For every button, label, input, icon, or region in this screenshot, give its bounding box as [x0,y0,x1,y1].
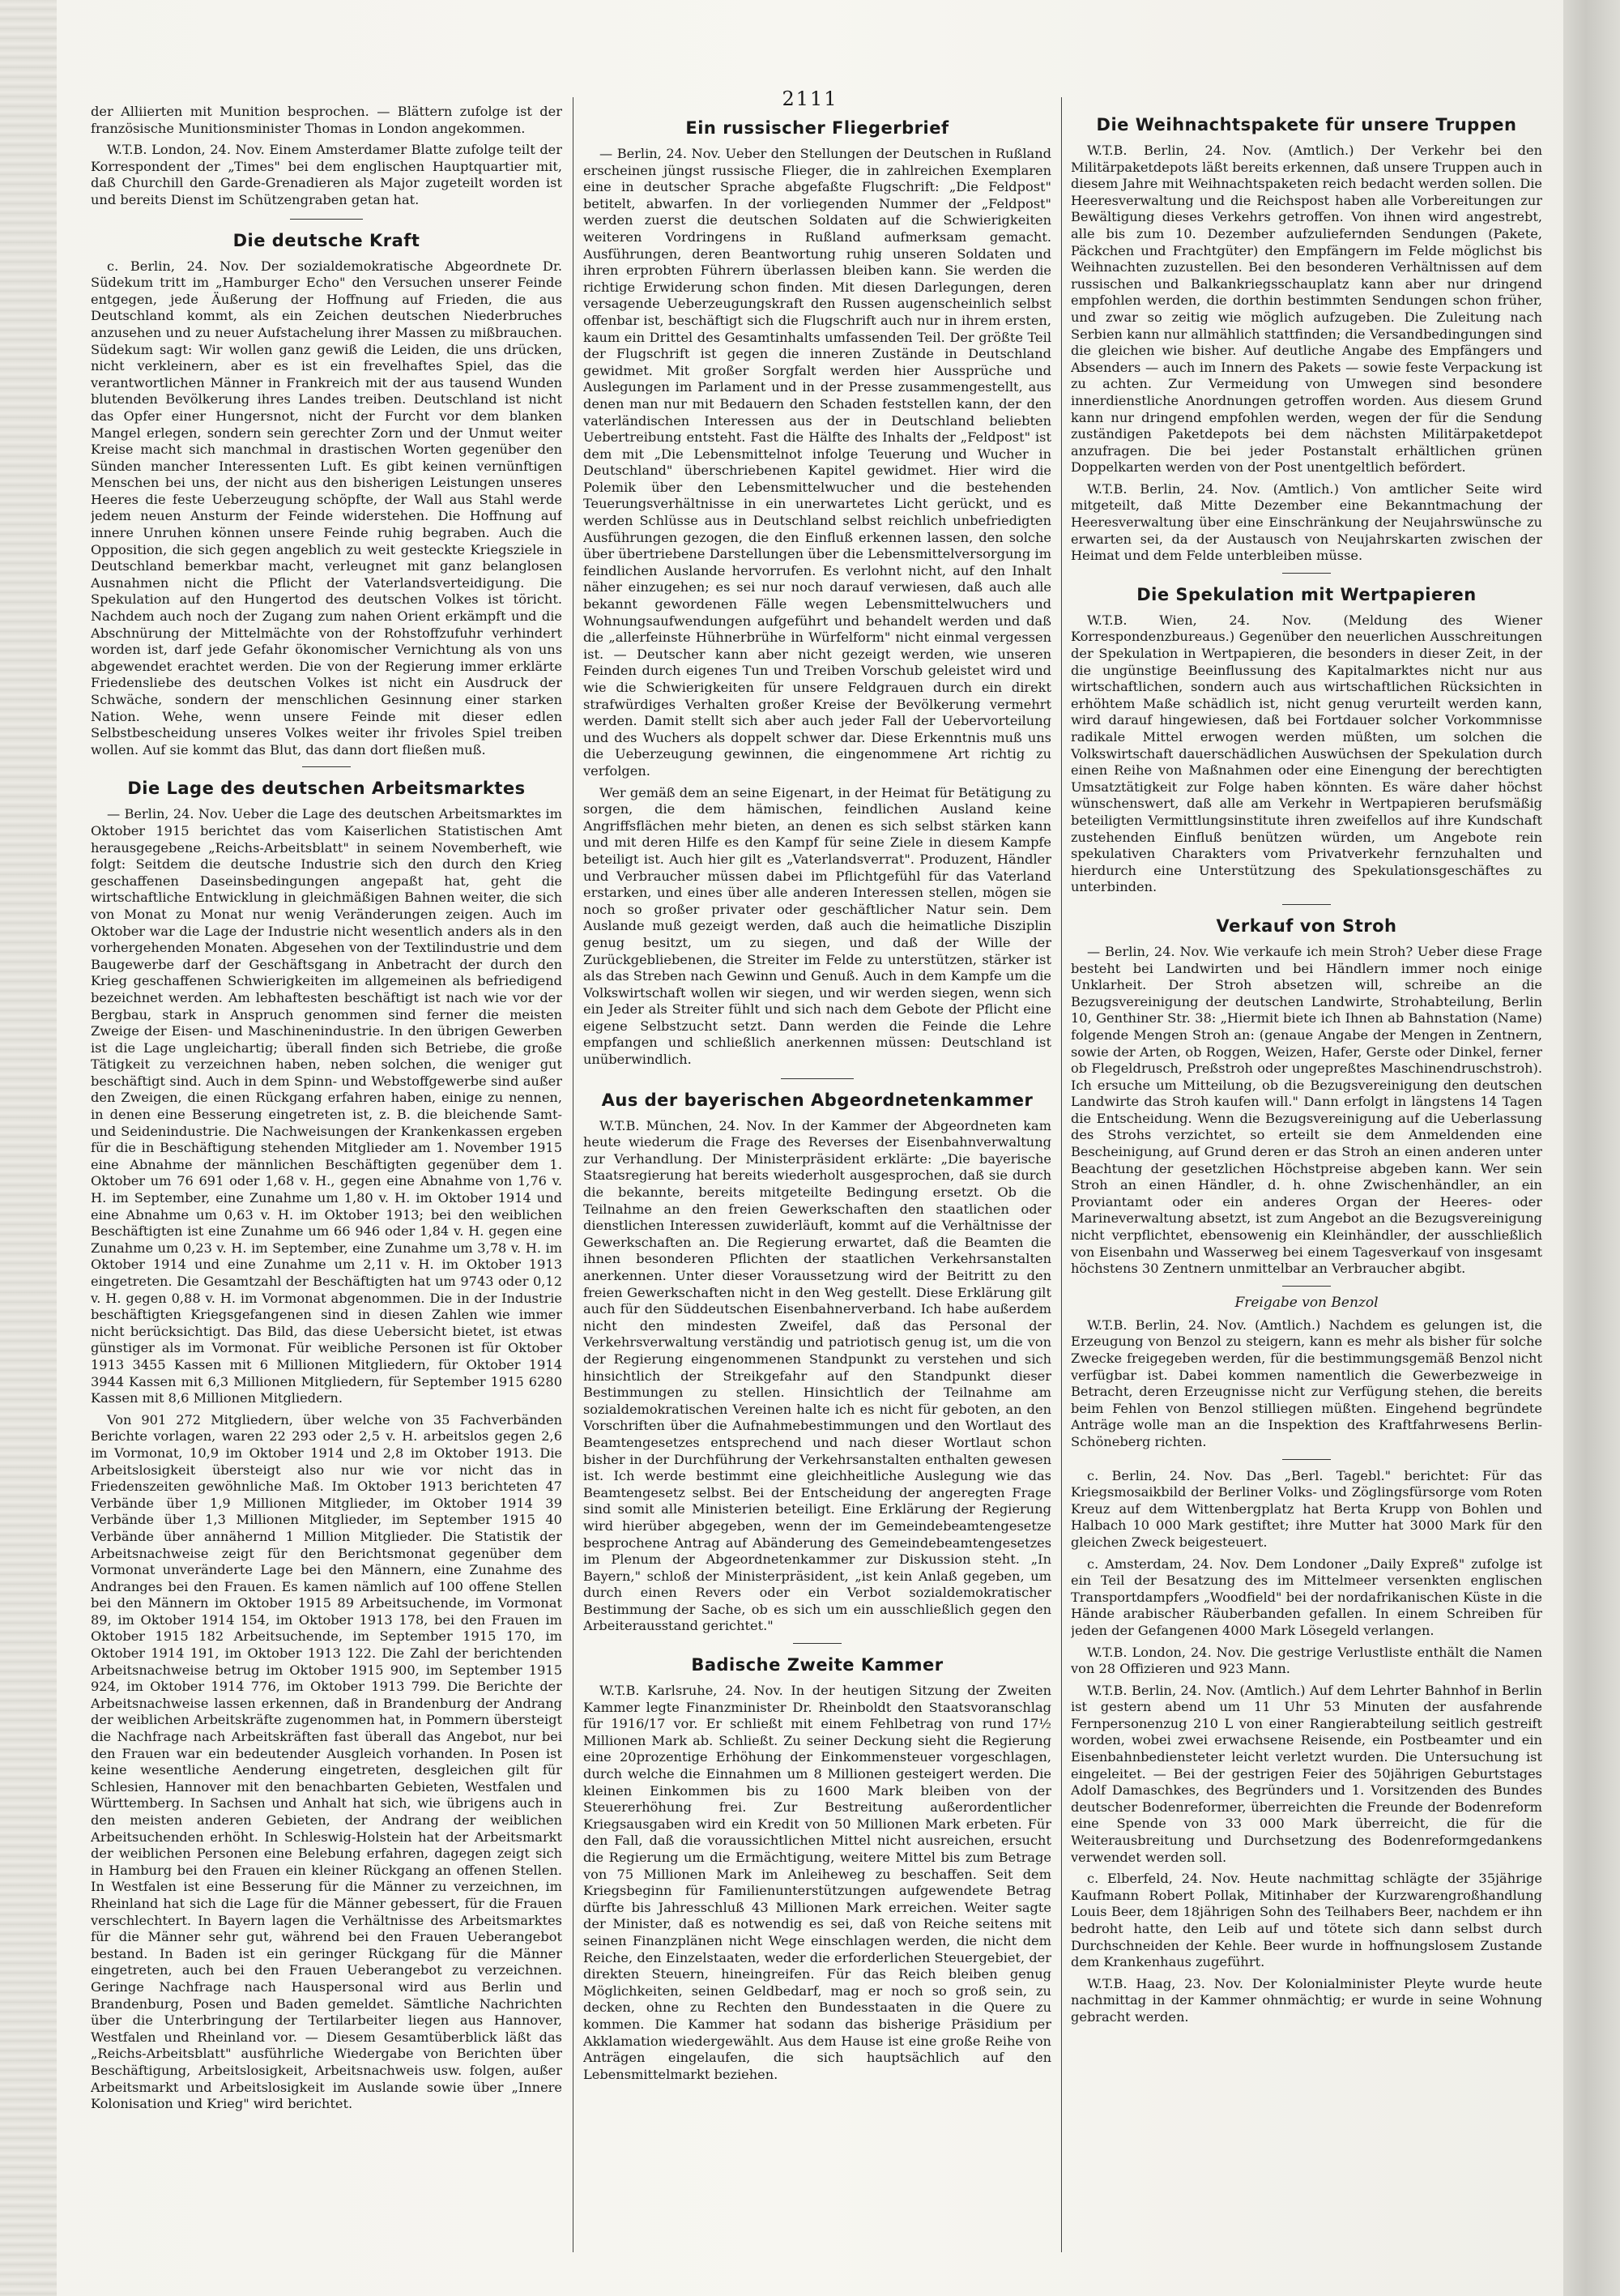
separator [290,219,363,220]
page-number: 2111 [782,87,838,110]
article-text: Von 901 272 Mitgliedern, über welche von 35 Fachverbänden Berichte vorlagen, waren 22 293 oder 2,5 v. H. arbeitslos gegen 2,6 im Vormonat, 10,9 im Oktober 1914 und 2,8 im Oktober 1913. Die Arbeitslosigkeit übersteigt also nur wie vor nicht das in Friedenszeiten gewöhnliche Maß. Im Oktober 1913 berichteten 47 Verbände über 1,9 Millionen Mitglieder, im Oktober 1914 39 Verbände über 1,3 Millionen Mitglieder, im September 1915 40 Verbände über annähernd 1 Million Mitglieder. Die Statistik der Arbeitsnachweise zeigt für den Berichtsmonat gegenüber dem Vormonat unveränderte Lage bei den Männern, eine Zunahme des Andranges bei den Frauen. Es kamen nämlich auf 100 offene Stellen bei den Männern im Oktober 1915 89 Arbeitsuchende, im Vormonat 89, im Oktober 1914 154, im Oktober 1913 178, bei den Frauen im Oktober 1915 182 Arbeitsuchende, im September 1915 170, im Oktober 1914 191, im Oktober 1913 122. Die Zahl der berichtenden Arbeitsnachweise betrug im Oktober 1915 900, im September 1915 924, im Oktober 1914 776, im Oktober 1913 799. Die Berichte der Arbeitsnachweise lassen erkennen, daß in Brandenburg der Andrang der weiblichen Arbeitskräfte zugenommen hat, in Pommern übersteigt die Nachfrage nach Arbeitskräften fast überall das Angebot, nur bei den Frauen war ein bedeutender Ausgleich vorhanden. In Posen ist keine wesentliche Aenderung eingetreten, desgleichen gilt für Schlesien, Hannover mit den benachbarten Gebieten, Westfalen und Württemberg. In Sachsen und Anhalt hat sich, wie übrigens auch in den meisten anderen Gebieten, der Andrang der weiblichen Arbeitsuchenden erhöht. In Schleswig-Holstein hat der Arbeitsmarkt der weiblichen Personen eine Belebung erfahren, dagegen zeigt sich in Hamburg bei den Frauen ein kleiner Rückgang an offenen Stellen. In Westfalen ist eine Besserung für die Männer zu verzeichnen, im Rheinland hat sich die Lage für die Männer gebessert, für die Frauen verschlechtert. In Bayern lagen die Verhältnisse des Arbeitsmarktes für die Männer sehr gut, während bei den Frauen Ueberangebot bestand. In Baden ist ein geringer Rückgang für die Männer eingetreten, auch bei den Frauen Ueberangebot zu verzeichnen. Geringe Nachfrage nach Hauspersonal wird aus Berlin und Brandenburg, Posen und Baden gemeldet. Sämtliche Nachrichten über die Unterbringung der Tertilarbeiter liegen aus Hannover, Westfalen und Rheinland vor. — Diesem Gesamtüberblick läßt das „Reichs-Arbeitsblatt" ausführliche Wiedergabe von Berichten über Beschäftigung, Arbeitslosigkeit, Arbeitsnachweis usw. folgen, außer Arbeitsmarkt und Arbeitslosigkeit im Auslande sowie über „Innere Kolonisation und Krieg" wird berichtet. [91,1411,562,2112]
headline-spekulation: Die Spekulation mit Wertpapieren [1136,584,1477,604]
separator [1282,1459,1331,1460]
separator [781,1078,854,1079]
scan-left-edge [0,0,57,2296]
column-2 [583,104,1051,2283]
article-text: — Berlin, 24. Nov. Ueber die Lage des deutschen Arbeitsmarktes im Oktober 1915 berichtet das vom Kaiserlichen Statistischen Amt herausgegebene „Reichs-Arbeitsblatt" in seinem Novemberheft, wie folgt: Seitdem die deutsche Industrie sich den durch den Krieg geschaffenen Daseinsbedingungen angepaßt hat, geht die wirtschaftliche Entwicklung in gleichmäßigen Bahnen weiter, die sich von Monat zu Monat nur wenig Veränderungen zeigen. Auch im Oktober war die Lage der Industrie nicht wesentlich anders als in den vorhergehenden Monaten. Abgesehen von der Textilindustrie und dem Baugewerbe darf der Geschäftsgang in Anbetracht der durch den Krieg geschaffenen Schwierigkeiten im allgemeinen als befriedigend bezeichnet werden. Am lebhaftesten beschäftigt ist nach wie vor der Bergbau, stark in Anspruch genommen sind ferner die meisten Zweige der Eisen- und Maschinenindustrie. In den übrigen Gewerben ist die Lage ungleichartig; überall finden sich Betriebe, die große Tätigkeit zu verzeichnen haben, neben solchen, die weniger gut beschäftigt sind. Auch in dem Spinn- und Webstoffgewerbe sind außer den Zweigen, die einen Rückgang erfahren haben, einige zu nennen, in denen eine Besserung eingetreten ist, z. B. die bleichende Samt- und Seidenindustrie. Die Nachweisungen der Krankenkassen ergeben für die in Beschäftigung stehenden Mitglieder am 1. November 1915 eine Abnahme der männlichen Beschäftigten gegenüber dem 1. Oktober um 76 691 oder 1,68 v. H., gegen eine Abnahme von 1,76 v. H. im September, eine Zunahme um 1,80 v. H. im Oktober 1914 und eine Abnahme um 0,63 v. H. im Oktober 1913; bei den weiblichen Beschäftigten ist eine Zunahme um 66 946 oder 1,84 v. H. gegen eine Zunahme um 0,23 v. H. im September, eine Zunahme um 3,78 v. H. im Oktober 1914 und eine Zunahme um 2,11 v. H. im Oktober 1913 eingetreten. Die Gesamtzahl der Beschäftigten hat um 9743 oder 0,12 v. H. gegen 0,88 v. H. im Vormonat abgenommen. Die in der Industrie beschäftigten Kriegsgefangenen sind in diesen Zahlen wie immer nicht berücksichtigt. Das Bild, das diese Uebersicht bietet, ist etwas günstiger als im Vormonat. Für weibliche Personen ist für Oktober 1913 3455 Kassen mit 6 Millionen Mitgliedern, für Oktober 1914 3944 Kassen mit 6,3 Millionen Mitgliedern, für September 1915 6280 Kassen mit 8,6 Millionen Mitgliedern. [91,806,562,1406]
article-text: W.T.B. Berlin, 24. Nov. (Amtlich.) Nachdem es gelungen ist, die Erzeugung von Benzol zu steigern, kann es mehr als bisher für solche Zwecke freigegeben werden, für die bestimmungsgemäß Benzol nicht verfügbar ist. Dabei kommen namentlich die Gewerbezweige in Betracht, deren Erzeugnisse nicht zur Verfügung stehen, die bereits beim Fehlen von Benzol stilliegen müßten. Eingehend begründete Anträge wolle man an die Inspektion des Kraftfahrwesens Berlin-Schöneberg richten. [1071,1317,1542,1449]
headline-arbeitsmarkt: Die Lage des deutschen Arbeitsmarktes [127,779,526,799]
article-text: W.T.B. London, 24. Nov. Die gestrige Verlustliste enthält die Namen von 28 Offizieren und 923 Mann. [1071,1644,1542,1677]
column-3 [1071,104,1542,2283]
headline-stroh: Verkauf von Stroh [1216,915,1397,936]
article-text: W.T.B. Wien, 24. Nov. (Meldung des Wiener Korrespondenzbureaus.) Gegenüber den neuerlichen Ausschreitungen der Spekulation in Wertpapieren, die besonders in dieser Zeit, in der die ungünstige Beeinflussung des Kapitalmarktes nicht nur aus wirtschaftlichen, sondern auch aus wirtschaftlichen Rücksichten in erhöhtem Maße schädlich ist, nicht genug verurteilt werden kann, wird darauf hingewiesen, daß bei Fortdauer solcher Vorkommnisse radikale Mittel erwogen werden müßten, um solchen die Volkswirtschaft dauerschädlichen Auswüchsen der Spekulation durch einen Reihe von Maßnahmen oder eine Einengung der berechtigten Umsatztätigkeit zur Folge haben könnten. Es wäre daher höchst wünschenswert, daß alle am Verkehr in Wertpapieren berufsmäßig beteiligten Vermittlungsinstitute ihren zweifellos auf ihre Kundschaft zustehenden Einfluß benützen würden, um Angebote rein spekulativen Charakters vom Privatverkehr fernzuhalten und hierdurch eine Unterstützung des Spekulationsgeschäftes zu unterbinden. [1071,612,1542,895]
article-text: — Berlin, 24. Nov. Ueber den Stellungen der Deutschen in Rußland erscheinen jüngst russische Flieger, die in zahlreichen Exemplaren eine in deutscher Sprache abgefaßte Flugschrift: „Die Feldpost" betitelt, abwarfen. In der vorliegenden Nummer der „Feldpost" werden zuerst die deutschen Soldaten auf die Schwierigkeiten weiteren Vordringens in Rußland aufmerksam gemacht. Ausführungen, deren Beantwortung ruhig unseren Soldaten und ihren erprobten Führern überlassen bleiben kann. Sie werden die richtige Erwiderung schon finden. Mit diesen Darlegungen, deren versagende Ueberzeugungskraft den Russen augenscheinlich selbst offenbar ist, beschäftigt sich die Flugschrift auch nur in ihrem ersten, kaum ein Drittel des Gesamtinhalts umfassenden Teil. Der größte Teil der Flugschrift ist gegen die inneren Zustände in Deutschland gewidmet. Mit großer Sorgfalt werden hier Aussprüche und Auslegungen im Parlament und in der Presse zusammengestellt, aus denen man nur mit Bedauern den Schaden feststellen kann, der den vaterländischen Interessen aus der in Deutschland beliebten Uebertreibung entsteht. Fast die Hälfte des Inhalts der „Feldpost" ist dem mit „Die Lebensmittelnot infolge Teuerung und Wucher in Deutschland" überschriebenen Kapitel gewidmet. Hier wird die Polemik über den Lebensmittelwucher und die bestehenden Teuerungsverhältnisse in ein unerwartetes Licht gerückt, und es werden Schlüsse aus in Deutschland selbst reichlich unbefriedigten Ausführungen gezogen, die den Einfluß erkennen lassen, den solche über übertriebene Darstellungen über die Lebensmittelversorgung im feindlichen Auslande hervorrufen. Es verlohnt nicht, auf den Inhalt näher einzugehen; es sei nur noch darauf verwiesen, daß auch alle bekannt gewordenen Fälle wegen Lebensmittelwuchers und Wohnungsaufwendungen aufgeführt und behandelt werden und daß die „allerfeinste Hühnerbrühe in Würfelform" nicht einmal vergessen ist. — Deutscher kann aber nicht gezeigt werden, wie unseren Feinden durch eigenes Tun und Treiben Vorschub geleistet wird und wie die Schwierigkeiten für unsere Feldgrauen durch ein direkt strafwürdiges Verhalten großer Kreise der Bevölkerung vermehrt werden. Damit stellt sich aber auch jeder Fall der Uebervorteilung und des Wuchers als doppelt schwer dar. Diese Erkenntnis muß uns die Ueberzeugung gewinnen, die eingenommene Art richtig zu verfolgen. [583,146,1051,779]
article-text: — Berlin, 24. Nov. Wie verkaufe ich mein Stroh? Ueber diese Frage besteht bei Landwirten und bei Händlern immer noch einige Unklarheit. Der Stroh absetzen will, schreibe an die Bezugsvereinigung der deutschen Landwirte, Strohabteilung, Berlin 10, Genthiner Str. 38: „Hiermit biete ich Ihnen ab Bahnstation (Name) folgende Mengen Stroh an: (genaue Angabe der Mengen in Zentnern, sowie der Arten, ob Roggen, Weizen, Hafer, Gerste oder Dinkel, ferner ob Flegeldrusch, Preßstroh oder ungepreßtes Maschinendruschstroh). Ich ersuche um Mitteilung, ob die Bezugsvereinigung den deutschen Landwirte das Stroh kaufen will." Dann erfolgt in längstens 14 Tagen die Entscheidung. Wenn die Bezugsvereinigung auf die Ueberlassung des Strohs verzichtet, so erteilt sie dem Anmeldenden eine Bescheinigung, auf Grund deren er das Stroh an einen anderen unter Beachtung der gesetzlichen Höchstpreise abgeben kann. Wer sein Stroh an einen Händler, d. h. ohne Zwischenhändler, an ein Proviantamt oder ein anderes Organ der Heeres- oder Marineverwaltung absetzt, ist zum Angebot an die Bezugsvereinigung nicht verpflichtet, ebensowenig ein Kleinhändler, der ausschließlich von Eisenbahn und Wasserweg bei einem Tagesverkauf von insgesamt höchstens 30 Zentnern unmittelbar an Verbraucher abgibt. [1071,943,1542,1277]
article-text: W.T.B. London, 24. Nov. Einem Amsterdamer Blatte zufolge teilt der Korrespondent der „Times" bei dem englischen Hauptquartier mit, daß Churchill den Garde-Grenadieren als Major zugeteilt worden ist und bereits Dienst im Schützengraben getan hat. [91,142,562,207]
separator [793,1643,842,1644]
separator [1282,904,1331,905]
headline-deutsche-kraft: Die deutsche Kraft [232,230,420,250]
article-text: W.T.B. Berlin, 24. Nov. (Amtlich.) Auf dem Lehrter Bahnhof in Berlin ist gestern abend um 11 Uhr 53 Minuten der ausfahrende Fernpersonenzug 210 L von einer Rangierabteilung seitlich gestreift worden, wobei zwei erwachsene Reisende, ein Postbeamter und ein Eisenbahnbediensteter leicht verletzt wurden. Die Untersuchung ist eingeleitet. — Bei der gestrigen Feier des 50jährigen Geburtstages Adolf Damaschkes, des Begründers und 1. Vorsitzenden des Bundes deutscher Bodenreformer, überreichten die Freunde der Bodenreform eine Spende von 33 000 Mark überreicht, die für die Weiterausbreitung und Durchsetzung des Bodenreformgedankens verwendet werden soll. [1071,1682,1542,1865]
article-text: W.T.B. Berlin, 24. Nov. (Amtlich.) Der Verkehr bei den Militärpaketdepots läßt bereits erkennen, daß unsere Truppen auch in diesem Jahre mit Weihnachtspaketen reich bedacht werden sollen. Die Heeresverwaltung und die Reichspost haben alle Vorbereitungen zur Bewältigung dieses Verkehrs getroffen. Von ihnen wird angestrebt, alle bis zum 10. Dezember aufzuliefernden Sendungen (Pakete, Päckchen und Frachtgüter) den Empfängern im Felde möglichst bis Weihnachten zuzustellen. Bei den besonderen Verhältnissen auf dem russischen und Balkankriegsschauplatz kann aber nur dringend empfohlen werden, die dorthin bestimmten Sendungen schon früher, und zwar so zeitig wie möglich aufzugeben. Die Zuleitung nach Serbien kann nur allmählich stattfinden; die Versandbedingungen sind die gleichen wie bisher. Auf deutliche Angabe des Empfängers und Absenders — auch im Innern des Pakets — sowie feste Verpackung ist zu achten. Zur Vermeidung von Umwegen sind besondere innerdienstliche Anordnungen getroffen worden. Aus diesem Grund kann nur dringend empfohlen werden, wegen der für die Sendung zuständigen Paketdepots bei dem nächsten Militärpaketdepot anzufragen. Die bei jeder Postanstalt erhältlichen grünen Doppelkarten werden von der Post unentgeltlich befördert. [1071,143,1542,476]
article-text: W.T.B. Berlin, 24. Nov. (Amtlich.) Von amtlicher Seite wird mitgeteilt, daß Mitte Dezember eine Bekanntmachung der Heeresverwaltung über eine Einschränkung der Neujahrswünsche zu erwarten sei, da der Austausch von Neujahrskarten zwischen der Heimat und dem Felde unterbleiben müsse. [1071,480,1542,564]
subheadline-benzol: Freigabe von Benzol [1234,1294,1379,1311]
article-text: c. Elberfeld, 24. Nov. Heute nachmittag schlägte der 35jährige Kaufmann Robert Pollak, Mitinhaber der Kurzwarengroßhandlung Louis Beer, dem 18jährigen Sohn des Teilhabers Beer, nachdem er ihn bedroht hatte, den Leib auf und tötete sich dann selbst durch Durchschneiden der Kehle. Beer wurde in hoffnungslosem Zustande dem Krankenhaus zugeführt. [1071,1871,1542,1970]
article-text: W.T.B. Haag, 23. Nov. Der Kolonialminister Pleyte wurde heute nachmittag in der Kammer ohnmächtig; er wurde in seine Wohnung gebracht werden. [1071,1975,1542,2025]
headline-badische-kammer: Badische Zweite Kammer [691,1655,944,1675]
headline-bayerische-kammer: Aus der bayerischen Abgeordnetenkammer [601,1090,1034,1110]
article-text: c. Berlin, 24. Nov. Der sozialdemokratische Abgeordnete Dr. Südekum tritt im „Hamburger Echo" den Versuchen unserer Feinde entgegen, jede Äußerung der Hoffnung auf Frieden, die aus Deutschland kommt, als ein Zeichen deutschen Niederbruches anzusehen und zu neuer Aufstachelung ihrer Massen zu mißbrauchen. Südekum sagt: Wir wollen ganz gewiß die Leiden, die uns drücken, nicht verkleinern, aber es ist ein frevelhaftes Spiel, das die verantwortlichen Männer in Frankreich mit der aus tausend Wunden blutenden Bevölkerung ihres Landes treiben. Deutschland ist nicht das Opfer einer Hungersnot, nicht der Furcht vor dem blanken Mangel erlegen, sondern sein gerechter Zorn und der Unmut weiter Kreise macht sich manchmal in drastischen Worten gegenüber den Sünden mancher Interessenten Luft. Es gibt keinen vernünftigen Menschen bei uns, der nicht aus den bisherigen Leistungen unseres Heeres die feste Ueberzeugung schöpfte, der Wall aus Stahl werde jedem neuen Ansturm der Feinde widerstehen. Die Hoffnung auf innere Unruhen können unsere Feinde ruhig begraben. Auch die Opposition, die sich gegen angeblich zu weit gesteckte Kriegsziele in Deutschland bemerkbar macht, verleugnet mit ganz belanglosen Ausnahmen nicht die Pflicht der Vaterlandsverteidigung. Die Spekulation auf den Hungertod des deutschen Volkes ist töricht. Nachdem auch noch der Zugang zum nahen Orient erkämpft und die Abschnürung der Mittelmächte von der Rohstoffzufuhr verhindert worden ist, darf jede Gefahr ökonomischer Vernichtung als von uns abgewendet erachtet werden. Die von der Regierung immer erklärte Friedensliebe des deutschen Volkes ist nicht ein Ausdruck der Schwäche, sondern der menschlichen Gesinnung einer starken Nation. Wehe, wenn unsere Feinde mit dieser edlen Selbstbescheidung unseres Volkes weiter ihr frivoles Spiel treiben wollen. Auf sie kommt das Blut, das dann dort fließen muß. [91,258,562,758]
scan-right-edge [1563,0,1620,2296]
separator [1282,1286,1331,1287]
article-text: W.T.B. München, 24. Nov. In der Kammer der Abgeordneten kam heute wiederum die Frage des Reverses der Eisenbahnverwaltung zur Verhandlung. Der Ministerpräsident erklärte: „Die bayerische Staatsregierung hat bereits wiederholt ausgesprochen, daß sie durch die bekannte, bereits mitgeteilte Bedingung ersetzt. Ob die Teilnahme an den freien Gewerkschaften den staatlichen oder dienstlichen Interessen zuwiderläuft, kommt auf die Verhältnisse der Gewerkschaften an. Die Regierung erwartet, daß die Beamten die ihnen besonderen Pflichten der staatlichen Verkehrsanstalten anerkennen. Unter dieser Voraussetzung wird der Beitritt zu den freien Gewerkschaften nicht in den Weg gestellt. Diese Erklärung gilt auch für den Süddeutschen Eisenbahnerverband. Ich habe außerdem nicht den mindesten Zweifel, daß das Personal der Verkehrsverwaltung verständig und patriotisch genug ist, um die von der Regierung eingenommenen Standpunkt zu verstehen und sich hinsichtlich der Streikgefahr auf den Standpunkt dieser Bestimmungen zu stellen. Hinsichtlich der Teilnahme am sozialdemokratischen Vereinen halte ich es nicht für geboten, an den Vorschriften über die Aufnahmebestimmungen und den Wortlaut des Beamtengesetzes entsprechend und nach dieser Wortlaut schon bisher in der Durchführung der Verkehrsanstalten enthalten gewesen ist. Ich werde bestimmt eine gleichheitliche Auslegung wie das Beamtengesetz selbst. Bei der Entscheidung der angeregten Frage sind somit alle Ministerien beteiligt. Eine Erklärung der Regierung wird hierüber abgegeben, wenn der im Gemeindebeamtengesetze besprochene Antrag auf Abänderung des Gemeindebeamtengesetzes im Plenum der Abgeordnetenkammer zur Diskussion steht. „In Bayern," schloß der Ministerpräsident, „ist kein Anlaß gegeben, um durch einen Revers oder ein Verbot sozialdemokratischer Bestimmung der Sache, ob es sich um ein ausschließlich gegen den Arbeiterausstand gerichtet." [583,1117,1051,1634]
article-text: c. Berlin, 24. Nov. Das „Berl. Tagebl." berichtet: Für das Kriegsmosaikbild der Berliner Volks- und Zöglingsfürsorge vom Roten Kreuz auf dem Wittenbergplatz hat Berta Krupp von Bohlen und Halbach 10 000 Mark gestiftet; ihre Mutter hat 3000 Mark für den gleichen Zweck beigesteuert. [1071,1467,1542,1550]
separator [302,766,351,767]
article-text: Wer gemäß dem an seine Eigenart, in der Heimat für Betätigung zu sorgen, die dem hämischen, feindlichen Ausland keine Angriffsflächen mehr bieten, an denen es sich selbst stärken kann und mit deren Hilfe es den Kampf für seine Ziele in diesem Kampfe beteiligt ist. Auch hier gilt es „Vaterlandsverrat". Produzent, Händler und Verbraucher müssen dabei im Pflichtgefühl für das Vaterland erstarken, und eines über alle anderen Interessen stellen, mögen sie noch so großer privater oder geschäftlicher Natur sein. Dem Auslande muß gezeigt werden, daß auch die heimatliche Disziplin genug besitzt, um zu siegen, und daß der Wille der Zurückgebliebenen, die Streiter im Felde zu unterstützen, stärker ist als das Streben nach Gewinn und Genuß. Auch in dem Kampfe um die Volkswirtschaft wollen wir siegen, und wir werden siegen, wenn sich ein Jeder als Streiter fühlt und sich nach dem Gebote der Pflicht eine eigene Selbstzucht setzt. Dann werden die Feinde die Lehre empfangen und schließlich anerkennen müssen: Deutschland ist unüberwindlich. [583,784,1051,1068]
article-text: der Alliierten mit Munition besprochen. — Blättern zufolge ist der französische Munitionsminister Thomas in London angekommen. [91,104,562,136]
column-rule-2 [1061,97,1062,2252]
article-text: c. Amsterdam, 24. Nov. Dem Londoner „Daily Expreß" zufolge ist ein Teil der Besatzung des im Mittelmeer versenkten englischen Transportdampfers „Woodfield" bei der nordafrikanischen Küste in die Hände arabischer Räuberbanden gefallen. In einem Schreiben für jeden der Gefangenen 4000 Mark Lösegeld verlangen. [1071,1556,1542,1638]
column-1 [91,104,562,2283]
headline-fliegerbrief: Ein russischer Fliegerbrief [685,118,949,138]
separator [1282,573,1331,574]
headline-weihnachtspakete: Die Weihnachtspakete für unsere Truppen [1096,115,1517,134]
article-text: W.T.B. Karlsruhe, 24. Nov. In der heutigen Sitzung der Zweiten Kammer legte Finanzminister Dr. Rheinboldt den Staatsvoranschlag für 1916/17 vor. Er schließt mit einem Fehlbetrag von rund 17½ Millionen Mark ab. Schließt. Zu seiner Deckung sieht die Regierung eine 20prozentige Erhöhung der Einkommensteuer vorgeschlagen, durch welche die Einnahmen um 8 Millionen gesteigert werden. Die kleinen Einkommen bis zu 1600 Mark bleiben von der Steuererhöhung frei. Zur Bestreitung außerordentlicher Kriegsausgaben wird ein Kredit von 50 Millionen Mark erbeten. Für den Fall, daß die voraussichtlichen Mittel nicht ausreichen, ersucht die Regierung um die Ermächtigung, weitere Mittel bis zum Betrage von 75 Millionen Mark im Anleiheweg zu beschaffen. Seit dem Kriegsbeginn für Familienunterstützungen aufgewendete Betrag dürfte bis Jahresschluß 43 Millionen Mark erreichen. Weiter sagte der Minister, daß es notwendig es sei, daß von Reiche seitens mit seinen Finanzplänen nicht Wege einschlagen werden, die nicht dem Reiche, den Einzelstaaten, weder die erforderlichen Steuergebiet, der direkten Steuern, hineingreifen. Für das Reich bleiben genug Möglichkeiten, seinen Geldbedarf, mag er noch so groß sein, zu decken, ohne zu Rechten den Bundesstaaten in die Quere zu kommen. Die Kammer hat sodann das bisherige Präsidium per Akklamation wiedergewählt. Aus dem Hause ist eine große Reihe von Anträgen eingelaufen, die sich hauptsächlich auf den Lebensmittelmarkt beziehen. [583,1683,1051,2082]
